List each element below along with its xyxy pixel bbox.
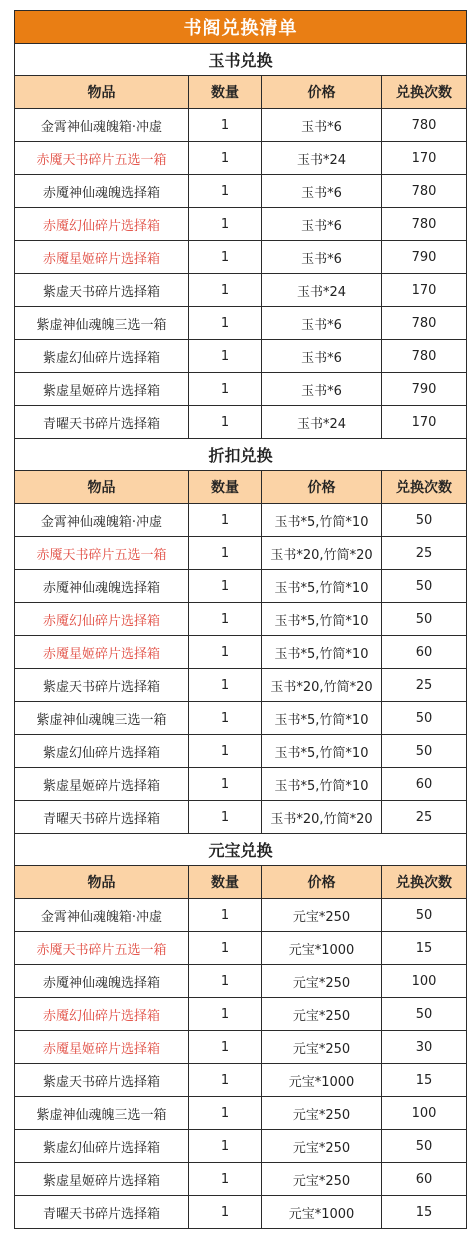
item-header: 物品 (15, 866, 189, 899)
exchange-times: 50 (382, 603, 467, 636)
item-name: 赤魇幻仙碎片选择箱 (15, 208, 189, 241)
page-title: 书阁兑换清单 (15, 11, 467, 44)
exchange-times: 100 (382, 965, 467, 998)
price: 玉书*5,竹简*10 (262, 702, 382, 735)
quantity: 1 (189, 801, 262, 834)
quantity: 1 (189, 504, 262, 537)
price: 玉书*20,竹简*20 (262, 669, 382, 702)
section-title: 玉书兑换 (15, 44, 467, 76)
price: 元宝*250 (262, 1031, 382, 1064)
times-header: 兑换次数 (382, 76, 467, 109)
price: 玉书*5,竹简*10 (262, 636, 382, 669)
exchange-times: 780 (382, 208, 467, 241)
quantity: 1 (189, 142, 262, 175)
quantity: 1 (189, 373, 262, 406)
quantity: 1 (189, 1031, 262, 1064)
exchange-times: 780 (382, 340, 467, 373)
table-row (15, 175, 467, 208)
quantity: 1 (189, 1064, 262, 1097)
price: 玉书*5,竹简*10 (262, 768, 382, 801)
table-row (15, 636, 467, 669)
quantity: 1 (189, 768, 262, 801)
price: 玉书*6 (262, 175, 382, 208)
price: 元宝*1000 (262, 1196, 382, 1229)
section-title-row (15, 439, 467, 471)
quantity: 1 (189, 603, 262, 636)
table-row (15, 1064, 467, 1097)
quantity: 1 (189, 570, 262, 603)
exchange-times: 15 (382, 1196, 467, 1229)
quantity: 1 (189, 932, 262, 965)
quantity: 1 (189, 241, 262, 274)
price: 玉书*6 (262, 373, 382, 406)
table-row (15, 142, 467, 175)
item-header: 物品 (15, 471, 189, 504)
item-name: 赤魇幻仙碎片选择箱 (15, 603, 189, 636)
quantity: 1 (189, 998, 262, 1031)
item-name: 赤魇星姬碎片选择箱 (15, 1031, 189, 1064)
price: 玉书*24 (262, 142, 382, 175)
quantity: 1 (189, 175, 262, 208)
price: 玉书*6 (262, 340, 382, 373)
table-row (15, 768, 467, 801)
quantity: 1 (189, 1163, 262, 1196)
table-row (15, 603, 467, 636)
table-row (15, 702, 467, 735)
exchange-times: 780 (382, 175, 467, 208)
price: 玉书*20,竹简*20 (262, 801, 382, 834)
price: 玉书*5,竹简*10 (262, 504, 382, 537)
exchange-times: 50 (382, 504, 467, 537)
section-title: 折扣兑换 (15, 439, 467, 471)
table-row (15, 537, 467, 570)
price-header: 价格 (262, 471, 382, 504)
price: 元宝*1000 (262, 1064, 382, 1097)
price: 元宝*250 (262, 998, 382, 1031)
quantity: 1 (189, 899, 262, 932)
exchange-times: 15 (382, 1064, 467, 1097)
item-name: 紫虚星姬碎片选择箱 (15, 1163, 189, 1196)
item-name: 赤魇神仙魂魄选择箱 (15, 570, 189, 603)
table-row (15, 1196, 467, 1229)
quantity-header: 数量 (189, 471, 262, 504)
table-row (15, 932, 467, 965)
quantity: 1 (189, 537, 262, 570)
price: 玉书*24 (262, 406, 382, 439)
exchange-times: 780 (382, 307, 467, 340)
exchange-table (14, 10, 467, 1229)
quantity: 1 (189, 965, 262, 998)
exchange-table-body (15, 11, 467, 1229)
exchange-times: 790 (382, 241, 467, 274)
price: 元宝*250 (262, 965, 382, 998)
price: 元宝*250 (262, 1097, 382, 1130)
quantity: 1 (189, 1196, 262, 1229)
quantity: 1 (189, 340, 262, 373)
price-header: 价格 (262, 866, 382, 899)
table-row (15, 998, 467, 1031)
item-header: 物品 (15, 76, 189, 109)
exchange-times: 50 (382, 570, 467, 603)
exchange-times: 50 (382, 899, 467, 932)
table-row (15, 340, 467, 373)
table-row (15, 1097, 467, 1130)
quantity: 1 (189, 735, 262, 768)
table-header-row (15, 76, 467, 109)
quantity: 1 (189, 274, 262, 307)
item-name: 紫虚天书碎片选择箱 (15, 1064, 189, 1097)
exchange-times: 60 (382, 636, 467, 669)
title-row (15, 11, 467, 44)
price: 元宝*250 (262, 899, 382, 932)
exchange-times: 170 (382, 406, 467, 439)
quantity: 1 (189, 636, 262, 669)
table-row (15, 373, 467, 406)
exchange-times: 15 (382, 932, 467, 965)
exchange-times: 50 (382, 735, 467, 768)
exchange-times: 25 (382, 537, 467, 570)
price: 玉书*5,竹简*10 (262, 570, 382, 603)
quantity: 1 (189, 109, 262, 142)
item-name: 紫虚幻仙碎片选择箱 (15, 1130, 189, 1163)
item-name: 青曜天书碎片选择箱 (15, 1196, 189, 1229)
table-row (15, 274, 467, 307)
item-name: 金霄神仙魂魄箱·冲虚 (15, 109, 189, 142)
exchange-times: 100 (382, 1097, 467, 1130)
item-name: 紫虚神仙魂魄三选一箱 (15, 702, 189, 735)
item-name: 赤魇神仙魂魄选择箱 (15, 175, 189, 208)
price: 玉书*6 (262, 307, 382, 340)
price: 玉书*24 (262, 274, 382, 307)
exchange-times: 50 (382, 998, 467, 1031)
table-row (15, 669, 467, 702)
table-row (15, 1163, 467, 1196)
table-row (15, 307, 467, 340)
table-row (15, 208, 467, 241)
table-header-row (15, 471, 467, 504)
table-row (15, 570, 467, 603)
item-name: 赤魇幻仙碎片选择箱 (15, 998, 189, 1031)
exchange-list (14, 10, 466, 1229)
price: 元宝*250 (262, 1130, 382, 1163)
exchange-times: 25 (382, 669, 467, 702)
item-name: 青曜天书碎片选择箱 (15, 801, 189, 834)
price: 玉书*6 (262, 109, 382, 142)
item-name: 金霄神仙魂魄箱·冲虚 (15, 899, 189, 932)
table-row (15, 109, 467, 142)
table-header-row (15, 866, 467, 899)
table-row (15, 406, 467, 439)
times-header: 兑换次数 (382, 471, 467, 504)
item-name: 紫虚星姬碎片选择箱 (15, 768, 189, 801)
item-name: 金霄神仙魂魄箱·冲虚 (15, 504, 189, 537)
exchange-times: 170 (382, 274, 467, 307)
item-name: 紫虚天书碎片选择箱 (15, 669, 189, 702)
price: 玉书*5,竹简*10 (262, 735, 382, 768)
exchange-times: 50 (382, 1130, 467, 1163)
item-name: 紫虚幻仙碎片选择箱 (15, 340, 189, 373)
table-row (15, 241, 467, 274)
item-name: 赤魇天书碎片五选一箱 (15, 932, 189, 965)
quantity: 1 (189, 669, 262, 702)
quantity: 1 (189, 1097, 262, 1130)
exchange-times: 60 (382, 1163, 467, 1196)
section-title-row (15, 834, 467, 866)
item-name: 青曜天书碎片选择箱 (15, 406, 189, 439)
exchange-times: 30 (382, 1031, 467, 1064)
item-name: 赤魇天书碎片五选一箱 (15, 537, 189, 570)
price: 玉书*6 (262, 241, 382, 274)
item-name: 紫虚天书碎片选择箱 (15, 274, 189, 307)
item-name: 紫虚星姬碎片选择箱 (15, 373, 189, 406)
exchange-times: 790 (382, 373, 467, 406)
quantity: 1 (189, 307, 262, 340)
table-row (15, 801, 467, 834)
quantity: 1 (189, 702, 262, 735)
quantity: 1 (189, 1130, 262, 1163)
item-name: 紫虚神仙魂魄三选一箱 (15, 1097, 189, 1130)
item-name: 赤魇星姬碎片选择箱 (15, 241, 189, 274)
quantity: 1 (189, 406, 262, 439)
item-name: 紫虚幻仙碎片选择箱 (15, 735, 189, 768)
exchange-times: 25 (382, 801, 467, 834)
quantity-header: 数量 (189, 76, 262, 109)
exchange-times: 780 (382, 109, 467, 142)
quantity: 1 (189, 208, 262, 241)
price: 玉书*20,竹简*20 (262, 537, 382, 570)
exchange-times: 60 (382, 768, 467, 801)
item-name: 赤魇神仙魂魄选择箱 (15, 965, 189, 998)
table-row (15, 504, 467, 537)
price-header: 价格 (262, 76, 382, 109)
table-row (15, 899, 467, 932)
item-name: 赤魇天书碎片五选一箱 (15, 142, 189, 175)
exchange-times: 50 (382, 702, 467, 735)
table-row (15, 965, 467, 998)
price: 元宝*250 (262, 1163, 382, 1196)
section-title: 元宝兑换 (15, 834, 467, 866)
times-header: 兑换次数 (382, 866, 467, 899)
section-title-row (15, 44, 467, 76)
table-row (15, 735, 467, 768)
item-name: 赤魇星姬碎片选择箱 (15, 636, 189, 669)
table-row (15, 1031, 467, 1064)
price: 玉书*5,竹简*10 (262, 603, 382, 636)
table-row (15, 1130, 467, 1163)
price: 玉书*6 (262, 208, 382, 241)
item-name: 紫虚神仙魂魄三选一箱 (15, 307, 189, 340)
exchange-times: 170 (382, 142, 467, 175)
price: 元宝*1000 (262, 932, 382, 965)
quantity-header: 数量 (189, 866, 262, 899)
